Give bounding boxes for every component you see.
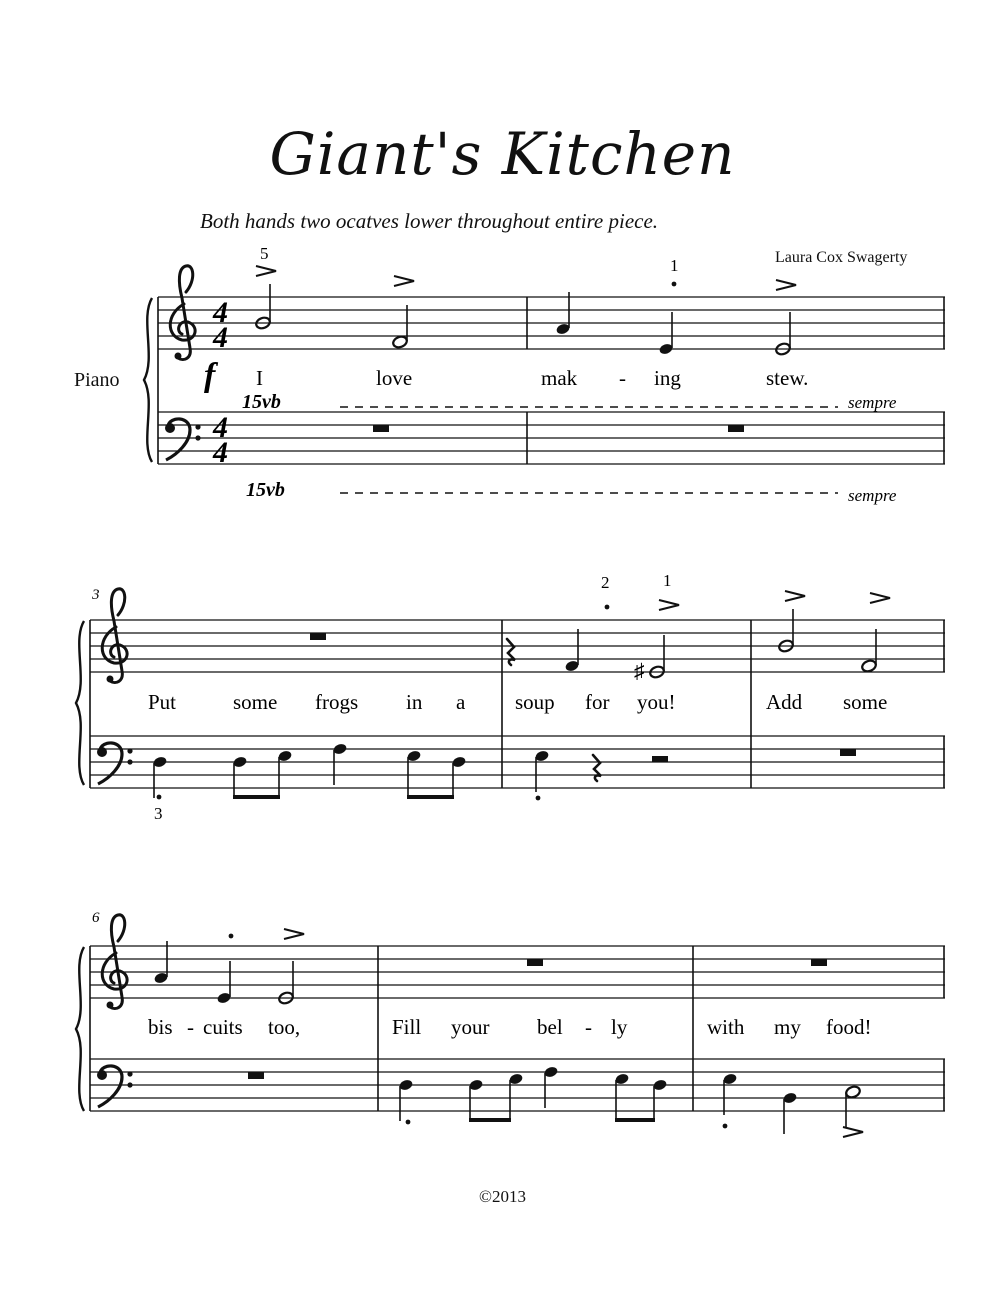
lyric-syllable: Add (766, 690, 803, 714)
octave-marking: 15vb (246, 479, 285, 501)
lyric-syllable: some (233, 690, 278, 714)
fingering: 2 (601, 573, 610, 592)
lyric-syllable: you! (637, 690, 676, 714)
lyric-syllable: too, (268, 1015, 301, 1039)
lyric-syllable: Fill (392, 1015, 422, 1039)
staccato-dot (605, 605, 610, 610)
treble-clef-icon (102, 915, 127, 1009)
note (861, 659, 878, 673)
lyric-syllable: - (187, 1015, 194, 1039)
lyric-syllable: I (256, 366, 263, 390)
note (392, 335, 409, 349)
staccato-dot (406, 1120, 411, 1125)
note (845, 1085, 862, 1099)
accent-mark (659, 600, 679, 610)
lyric-syllable: stew. (766, 366, 809, 390)
lyric-syllable: your (451, 1015, 490, 1039)
system-3-bass-staff (90, 1059, 945, 1111)
lyric-syllable: love (376, 366, 413, 390)
instrument-label: Piano (74, 369, 120, 391)
lyric-syllable: my (774, 1015, 801, 1039)
half-rest (652, 756, 668, 762)
accent-mark (843, 1127, 863, 1137)
lyric-syllable: for (585, 690, 610, 714)
fingering: 3 (154, 804, 163, 823)
whole-rest (811, 959, 827, 966)
sempre-marking: sempre (848, 393, 897, 412)
lyric-syllable: in (406, 690, 423, 714)
accent-mark (776, 280, 796, 290)
whole-rest (527, 959, 543, 966)
lyric-syllable: ing (654, 366, 681, 390)
lyric-syllable: Put (148, 690, 177, 714)
system-2-treble-staff (90, 620, 945, 672)
lyric-syllable: soup (515, 690, 555, 714)
fingering: 1 (663, 571, 672, 590)
lyric-syllable: cuits (203, 1015, 243, 1039)
staccato-dot (672, 282, 677, 287)
lyric-syllable: bis (148, 1015, 173, 1039)
time-signature-top: 4 (213, 296, 228, 329)
lyric-syllable: ly (611, 1015, 628, 1039)
sharp-icon: ♯ (634, 659, 645, 683)
system-1 (144, 244, 945, 505)
system-2-brace (76, 621, 84, 785)
accent-mark (785, 591, 805, 601)
treble-clef-icon (170, 266, 195, 360)
accent-mark (256, 266, 276, 276)
staccato-dot (723, 1124, 728, 1129)
lyric-syllable: - (619, 366, 626, 390)
system-2-bass-staff (90, 736, 945, 788)
copyright-notice: ©2013 (479, 1187, 526, 1206)
staccato-dot (157, 795, 162, 800)
time-signature-bottom: 4 (213, 436, 228, 469)
sempre-marking: sempre (848, 486, 897, 505)
performance-instruction: Both hands two ocatves lower throughout entire piece. (200, 209, 659, 233)
octave-marking: 15vb (242, 391, 281, 413)
whole-rest (310, 633, 326, 640)
accent-mark (870, 593, 890, 603)
whole-rest (373, 425, 389, 432)
measure-number: 3 (92, 587, 100, 603)
page-title: Giant's Kitchen (269, 120, 736, 188)
system-1-treble-staff (158, 297, 945, 349)
accent-mark (284, 929, 304, 939)
system-2 (76, 571, 945, 823)
whole-rest (840, 749, 856, 756)
fingering: 5 (260, 244, 269, 263)
quarter-rest (507, 639, 515, 665)
lyric-syllable: a (456, 690, 466, 714)
lyric-syllable: bel (537, 1015, 563, 1039)
treble-clef-icon (102, 589, 127, 683)
fingering: 1 (670, 256, 679, 275)
lyric-syllable: mak (541, 366, 578, 390)
quarter-rest (593, 755, 601, 781)
accent-mark (394, 276, 414, 286)
system-3-treble-staff (90, 946, 945, 998)
staccato-dot (536, 796, 541, 801)
lyric-syllable: with (707, 1015, 745, 1039)
system-3-brace (76, 947, 84, 1111)
time-signature-bottom: 4 (213, 321, 228, 354)
time-signature-top: 4 (213, 411, 228, 444)
system-1-bass-staff (158, 412, 945, 464)
lyric-syllable: some (843, 690, 888, 714)
system-1-brace (144, 298, 152, 462)
whole-rest (728, 425, 744, 432)
lyric-syllable: frogs (315, 690, 359, 714)
lyric-syllable: - (585, 1015, 592, 1039)
measure-number: 6 (92, 910, 100, 926)
lyric-syllable: food! (826, 1015, 872, 1039)
dynamic-forte: f (204, 357, 216, 394)
staccato-dot (229, 934, 234, 939)
composer-name: Laura Cox Swagerty (775, 249, 908, 266)
whole-rest (248, 1072, 264, 1079)
system-3 (76, 910, 945, 1137)
